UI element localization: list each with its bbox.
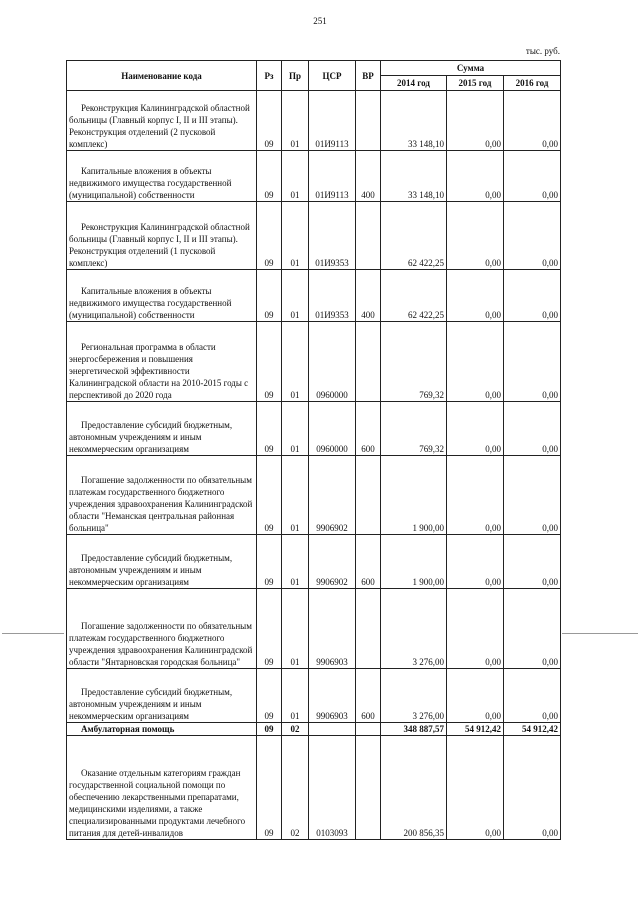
row-2014: 33 148,10 bbox=[381, 91, 447, 151]
row-2014: 348 887,57 bbox=[381, 723, 447, 736]
row-2016: 54 912,42 bbox=[504, 723, 561, 736]
row-2016: 0,00 bbox=[504, 322, 561, 402]
row-2015: 0,00 bbox=[447, 456, 504, 535]
row-rz: 09 bbox=[257, 589, 282, 669]
page-number: 251 bbox=[313, 16, 327, 26]
fold-mark-right bbox=[562, 633, 638, 634]
row-csr: 9906903 bbox=[309, 669, 356, 723]
row-name: Реконструкция Калининградской областной больницы (Главный корпус I, II и III этапы). Реконструкция отделений (2 пусковой комплекс) bbox=[67, 91, 257, 151]
row-rz: 09 bbox=[257, 723, 282, 736]
row-rz: 09 bbox=[257, 402, 282, 456]
row-csr: 0960000 bbox=[309, 322, 356, 402]
fold-mark-left bbox=[2, 633, 64, 634]
row-csr: 01И9353 bbox=[309, 270, 356, 322]
row-vr bbox=[356, 736, 381, 840]
row-2014: 1 900,00 bbox=[381, 535, 447, 589]
row-pr: 01 bbox=[282, 322, 309, 402]
row-pr: 01 bbox=[282, 270, 309, 322]
header-2015: 2015 год bbox=[447, 76, 504, 91]
row-2015: 0,00 bbox=[447, 151, 504, 202]
header-vr: ВР bbox=[356, 61, 381, 91]
row-csr: 01И9113 bbox=[309, 151, 356, 202]
row-csr: 9906902 bbox=[309, 456, 356, 535]
row-rz: 09 bbox=[257, 669, 282, 723]
row-2016: 0,00 bbox=[504, 270, 561, 322]
row-csr: 0103093 bbox=[309, 736, 356, 840]
row-name: Капитальные вложения в объекты недвижимого имущества государственной (муниципальной) собственности bbox=[67, 151, 257, 202]
row-2014: 769,32 bbox=[381, 402, 447, 456]
row-vr: 400 bbox=[356, 270, 381, 322]
row-rz: 09 bbox=[257, 736, 282, 840]
header-csr: ЦСР bbox=[309, 61, 356, 91]
row-2014: 769,32 bbox=[381, 322, 447, 402]
table-row bbox=[67, 402, 561, 456]
row-pr: 01 bbox=[282, 669, 309, 723]
row-rz: 09 bbox=[257, 456, 282, 535]
header-sum: Сумма bbox=[381, 61, 561, 76]
row-2015: 0,00 bbox=[447, 322, 504, 402]
row-rz: 09 bbox=[257, 535, 282, 589]
row-2016: 0,00 bbox=[504, 589, 561, 669]
row-name: Оказание отдельным категориям граждан государственной социальной помощи по обеспечению лекарственными препаратами, медицинскими изделиями, а также специализированными продуктами лечебного питания для детей-инвалидов bbox=[67, 736, 257, 840]
row-vr: 600 bbox=[356, 535, 381, 589]
row-2016: 0,00 bbox=[504, 202, 561, 270]
row-csr: 9906903 bbox=[309, 589, 356, 669]
table-row bbox=[67, 535, 561, 589]
row-2016: 0,00 bbox=[504, 535, 561, 589]
row-2016: 0,00 bbox=[504, 456, 561, 535]
row-pr: 01 bbox=[282, 535, 309, 589]
row-pr: 01 bbox=[282, 91, 309, 151]
row-2016: 0,00 bbox=[504, 151, 561, 202]
row-2015: 0,00 bbox=[447, 589, 504, 669]
row-2016: 0,00 bbox=[504, 669, 561, 723]
row-name: Погашение задолженности по обязательным платежам государственного бюджетного учреждения здравоохранения Калининградской области "Неманская центральная районная больница" bbox=[67, 456, 257, 535]
row-name: Предоставление субсидий бюджетным, автономным учреждениям и иным некоммерческим организациям bbox=[67, 669, 257, 723]
row-pr: 01 bbox=[282, 589, 309, 669]
row-2015: 0,00 bbox=[447, 202, 504, 270]
row-2014: 200 856,35 bbox=[381, 736, 447, 840]
row-2015: 0,00 bbox=[447, 402, 504, 456]
row-rz: 09 bbox=[257, 322, 282, 402]
row-name: Предоставление субсидий бюджетным, автономным учреждениям и иным некоммерческим организациям bbox=[67, 535, 257, 589]
row-csr: 0960000 bbox=[309, 402, 356, 456]
row-rz: 09 bbox=[257, 270, 282, 322]
table-row bbox=[67, 270, 561, 322]
row-pr: 01 bbox=[282, 402, 309, 456]
row-2015: 0,00 bbox=[447, 736, 504, 840]
row-pr: 01 bbox=[282, 202, 309, 270]
row-csr: 01И9113 bbox=[309, 91, 356, 151]
row-vr bbox=[356, 202, 381, 270]
table-row bbox=[67, 736, 561, 840]
table-row bbox=[67, 91, 561, 151]
table-row bbox=[67, 322, 561, 402]
row-pr: 02 bbox=[282, 736, 309, 840]
row-vr bbox=[356, 589, 381, 669]
row-name: Предоставление субсидий бюджетным, автономным учреждениям и иным некоммерческим организациям bbox=[67, 402, 257, 456]
row-csr: 9906902 bbox=[309, 535, 356, 589]
row-csr bbox=[309, 723, 356, 736]
header-pr: Пр bbox=[282, 61, 309, 91]
row-2015: 0,00 bbox=[447, 91, 504, 151]
row-pr: 01 bbox=[282, 151, 309, 202]
row-2014: 62 422,25 bbox=[381, 202, 447, 270]
table-row bbox=[67, 456, 561, 535]
row-name: Капитальные вложения в объекты недвижимого имущества государственной (муниципальной) собственности bbox=[67, 270, 257, 322]
table-row bbox=[67, 723, 561, 736]
row-2015: 0,00 bbox=[447, 535, 504, 589]
row-vr bbox=[356, 91, 381, 151]
row-2016: 0,00 bbox=[504, 91, 561, 151]
header-2016: 2016 год bbox=[504, 76, 561, 91]
row-2016: 0,00 bbox=[504, 402, 561, 456]
row-2014: 33 148,10 bbox=[381, 151, 447, 202]
row-name: Погашение задолженности по обязательным платежам государственного бюджетного учреждения здравоохранения Калининградской области "Янтарновская городская больница" bbox=[67, 589, 257, 669]
row-pr: 01 bbox=[282, 456, 309, 535]
row-name: Реконструкция Калининградской областной больницы (Главный корпус I, II и III этапы). Реконструкция отделений (1 пусковой комплекс) bbox=[67, 202, 257, 270]
row-csr: 01И9353 bbox=[309, 202, 356, 270]
header-rz: Рз bbox=[257, 61, 282, 91]
row-vr: 400 bbox=[356, 151, 381, 202]
row-2015: 54 912,42 bbox=[447, 723, 504, 736]
table-row bbox=[67, 669, 561, 723]
row-vr bbox=[356, 723, 381, 736]
row-name: Амбулаторная помощь bbox=[67, 723, 257, 736]
row-vr bbox=[356, 456, 381, 535]
row-2015: 0,00 bbox=[447, 669, 504, 723]
row-rz: 09 bbox=[257, 202, 282, 270]
row-2015: 0,00 bbox=[447, 270, 504, 322]
row-vr: 600 bbox=[356, 669, 381, 723]
row-rz: 09 bbox=[257, 91, 282, 151]
table-row bbox=[67, 589, 561, 669]
row-2016: 0,00 bbox=[504, 736, 561, 840]
header-2014: 2014 год bbox=[381, 76, 447, 91]
row-vr: 600 bbox=[356, 402, 381, 456]
table-row bbox=[67, 202, 561, 270]
row-2014: 62 422,25 bbox=[381, 270, 447, 322]
row-vr bbox=[356, 322, 381, 402]
row-pr: 02 bbox=[282, 723, 309, 736]
table-row bbox=[67, 151, 561, 202]
unit-label: тыс. руб. bbox=[525, 46, 560, 56]
budget-table bbox=[66, 60, 561, 840]
row-name: Региональная программа в области энергосбережения и повышения энергетической эффективности Калининградской области на 2010-2015 годы с перспективой до 2020 года bbox=[67, 322, 257, 402]
row-rz: 09 bbox=[257, 151, 282, 202]
header-name: Наименование кода bbox=[67, 61, 257, 91]
row-2014: 1 900,00 bbox=[381, 456, 447, 535]
row-2014: 3 276,00 bbox=[381, 669, 447, 723]
row-2014: 3 276,00 bbox=[381, 589, 447, 669]
